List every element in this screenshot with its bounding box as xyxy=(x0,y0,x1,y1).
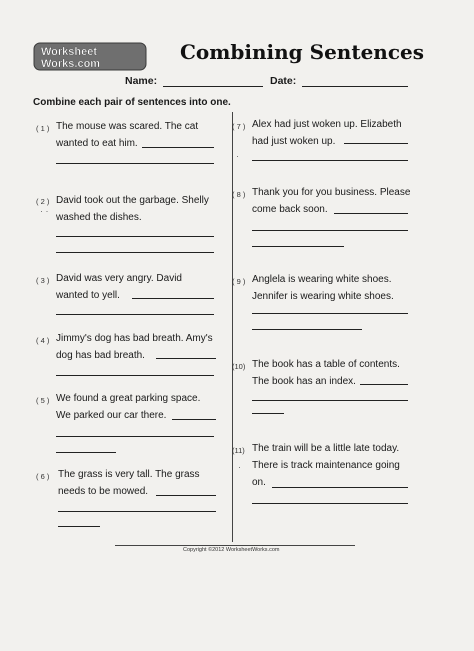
question-line: on. xyxy=(252,477,266,488)
logo-text-top: Worksheet xyxy=(41,46,98,58)
question-line: dog has bad breath. xyxy=(56,350,145,361)
question-line: We found a great parking space. xyxy=(56,393,201,404)
question-number: ( 7 ) xyxy=(232,122,246,131)
answer-line[interactable] xyxy=(360,384,408,385)
scan-mark: · xyxy=(236,151,239,161)
instructions: Combine each pair of sentences into one. xyxy=(33,97,231,108)
answer-line[interactable] xyxy=(252,160,408,161)
question-number: ( 2 ) xyxy=(36,197,50,206)
column-divider xyxy=(232,112,233,542)
question-line: The train will be a little late today. xyxy=(252,443,400,454)
page-title: Combining Sentences xyxy=(180,40,425,64)
answer-line[interactable] xyxy=(344,143,408,144)
answer-line[interactable] xyxy=(56,252,214,253)
question-number: ( 5 ) xyxy=(36,396,50,405)
question-line: Jimmy's dog has bad breath. Amy's xyxy=(56,333,213,344)
question-line: The book has a table of contents. xyxy=(252,359,400,370)
answer-line[interactable] xyxy=(156,358,216,359)
footer-divider xyxy=(115,545,355,546)
question-line: The grass is very tall. The grass xyxy=(58,469,200,480)
answer-line[interactable] xyxy=(56,236,214,237)
answer-line[interactable] xyxy=(252,329,362,330)
answer-line[interactable] xyxy=(252,313,408,314)
worksheetworks-logo xyxy=(33,42,149,72)
question-line: Anglela is wearing white shoes. xyxy=(252,274,392,285)
answer-line[interactable] xyxy=(132,298,214,299)
question-line: needs to be mowed. xyxy=(58,486,149,497)
date-label: Date: xyxy=(270,75,297,87)
question-number: ( 1 ) xyxy=(36,124,50,133)
question-text xyxy=(252,440,400,491)
answer-line[interactable] xyxy=(156,495,216,496)
answer-line[interactable] xyxy=(252,246,344,247)
question-number: ( 4 ) xyxy=(36,336,50,345)
question-line: Jennifer is wearing white shoes. xyxy=(252,291,394,302)
answer-line[interactable] xyxy=(58,526,100,527)
question-number: ( 9 ) xyxy=(232,277,246,286)
question-line: had just woken up. xyxy=(252,136,336,147)
question-text xyxy=(56,192,209,226)
answer-line[interactable] xyxy=(252,503,408,504)
answer-line[interactable] xyxy=(272,487,408,488)
question-number: (11) xyxy=(232,446,245,455)
question-text xyxy=(252,116,402,150)
question-line: The book has an index. xyxy=(252,376,356,387)
answer-line[interactable] xyxy=(56,163,214,164)
logo-text-bottom: Works.com xyxy=(41,58,101,70)
scan-mark: · · xyxy=(40,206,49,216)
answer-line[interactable] xyxy=(252,230,408,231)
question-text xyxy=(252,271,394,305)
name-label: Name: xyxy=(125,75,158,87)
answer-line[interactable] xyxy=(56,436,214,437)
question-line: Thank you for you business. Please xyxy=(252,187,411,198)
answer-line[interactable] xyxy=(334,213,408,214)
question-line: We parked our car there. xyxy=(56,410,167,421)
question-number: ( 6 ) xyxy=(36,472,50,481)
question-line: David took out the garbage. Shelly xyxy=(56,195,209,206)
answer-line[interactable] xyxy=(56,314,214,315)
question-number: ( 8 ) xyxy=(232,190,246,199)
question-line: wanted to eat him. xyxy=(56,138,138,149)
answer-line[interactable] xyxy=(252,400,408,401)
question-line: Alex had just woken up. Elizabeth xyxy=(252,119,402,130)
question-line: There is track maintenance going xyxy=(252,460,400,471)
question-line: wanted to yell. xyxy=(56,290,120,301)
date-field[interactable] xyxy=(302,86,408,87)
question-line: The mouse was scared. The cat xyxy=(56,121,199,132)
question-line: David was very angry. David xyxy=(56,273,182,284)
scan-mark: · xyxy=(238,462,241,472)
answer-line[interactable] xyxy=(58,511,216,512)
question-number: ( 3 ) xyxy=(36,276,50,285)
answer-line[interactable] xyxy=(172,419,216,420)
answer-line[interactable] xyxy=(56,452,116,453)
question-line: washed the dishes. xyxy=(56,212,142,223)
question-line: come back soon. xyxy=(252,204,328,215)
answer-line[interactable] xyxy=(56,375,214,376)
name-field[interactable] xyxy=(163,86,263,87)
answer-line[interactable] xyxy=(252,413,284,414)
copyright-text: Copyright ©2012 WorksheetWorks.com xyxy=(183,547,280,553)
answer-line[interactable] xyxy=(142,147,214,148)
question-number: (10) xyxy=(232,362,246,371)
